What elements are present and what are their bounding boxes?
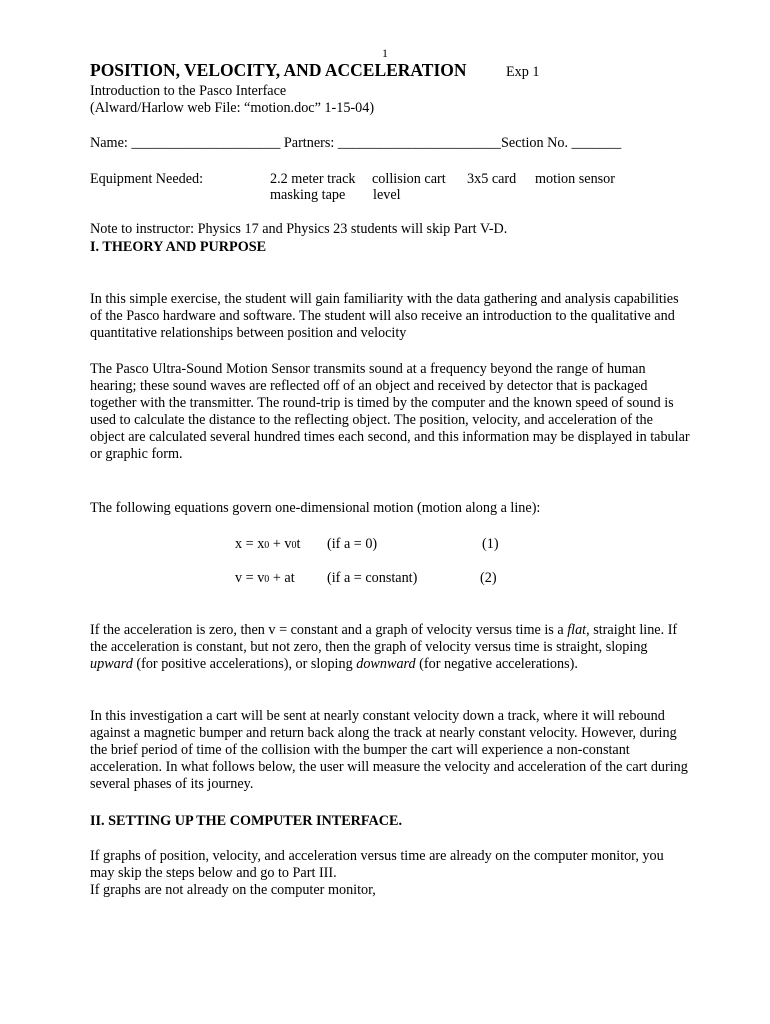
equipment-item: level: [373, 187, 401, 203]
paragraph-intro: In this simple exercise, the student will gain familiarity with the data gathering and analysis capabilities of the Pasco hardware and software. The student will also receive an introduction to the qualitative and quantitative relationships between position and velocity: [90, 291, 679, 341]
equipment-item: 3x5 card: [467, 171, 517, 187]
paragraph-investigation: In this investigation a cart will be sent at nearly constant velocity down a track, where it will rebound against a magnetic bumper and return back along the track at nearly constant velocity. However, during the brief period of time of the collision with the bumper the cart will experience a non-constant acceleration. In what follows below, the user will measure the velocity and acceleration of the cart during several phases of its journey.: [90, 708, 688, 792]
equipment-item: masking tape: [270, 187, 346, 203]
name-partners-section-line: Name: _____________________ Partners: _______________________Section No. _______: [90, 135, 622, 151]
equipment-label: Equipment Needed:: [90, 171, 204, 187]
paragraph-acceleration: If the acceleration is zero, then v = constant and a graph of velocity versus time is a flat, straight line. If the acceleration is constant, but not zero, then the graph of velocity versus time is straight, sloping upward (for positive accelerations), or sloping downward (for negative accelerations).: [90, 622, 678, 672]
equation-1-number: (1): [482, 536, 499, 552]
equation-2: v = v0 + at: [235, 570, 295, 586]
section-heading-setup: II. SETTING UP THE COMPUTER INTERFACE.: [90, 813, 403, 829]
paragraph-setup-2: If graphs are not already on the computer monitor,: [90, 882, 376, 898]
page-number: 1: [382, 46, 388, 60]
document-title: POSITION, VELOCITY, AND ACCELERATION: [90, 60, 467, 80]
file-line: (Alward/Harlow web File: “motion.doc” 1-15-04): [90, 100, 375, 116]
instructor-note: Note to instructor: Physics 17 and Physics 23 students will skip Part V-D.: [90, 221, 508, 237]
section-heading-theory: I. THEORY AND PURPOSE: [90, 239, 267, 255]
paragraph-motion-sensor: The Pasco Ultra-Sound Motion Sensor transmits sound at a frequency beyond the range of human hearing; these sound waves are reflected off of an object and received by detector that is packaged together with the transmitter. The round-trip is timed by the computer and the known speed of sound is used to calculate the distance to the reflecting object. The position, velocity, and acceleration of the object are calculated several hundred times each second, and this information may be displayed in tabular or graphic form.: [90, 361, 690, 462]
experiment-label: Exp 1: [506, 64, 540, 80]
subtitle: Introduction to the Pasco Interface: [90, 83, 287, 99]
paragraph-setup-1: If graphs of position, velocity, and acceleration versus time are already on the computer monitor, you may skip the steps below and go to Part III.: [90, 848, 664, 881]
equation-1: x = x0 + v0t: [235, 536, 301, 552]
equipment-item: collision cart: [372, 171, 446, 187]
equipment-item: motion sensor: [535, 171, 615, 187]
equation-1-condition: (if a = 0): [327, 536, 378, 552]
equation-2-condition: (if a = constant): [327, 570, 418, 586]
paragraph-equations-intro: The following equations govern one-dimensional motion (motion along a line):: [90, 500, 541, 516]
equation-2-number: (2): [480, 570, 497, 586]
equipment-item: 2.2 meter track: [270, 171, 356, 187]
